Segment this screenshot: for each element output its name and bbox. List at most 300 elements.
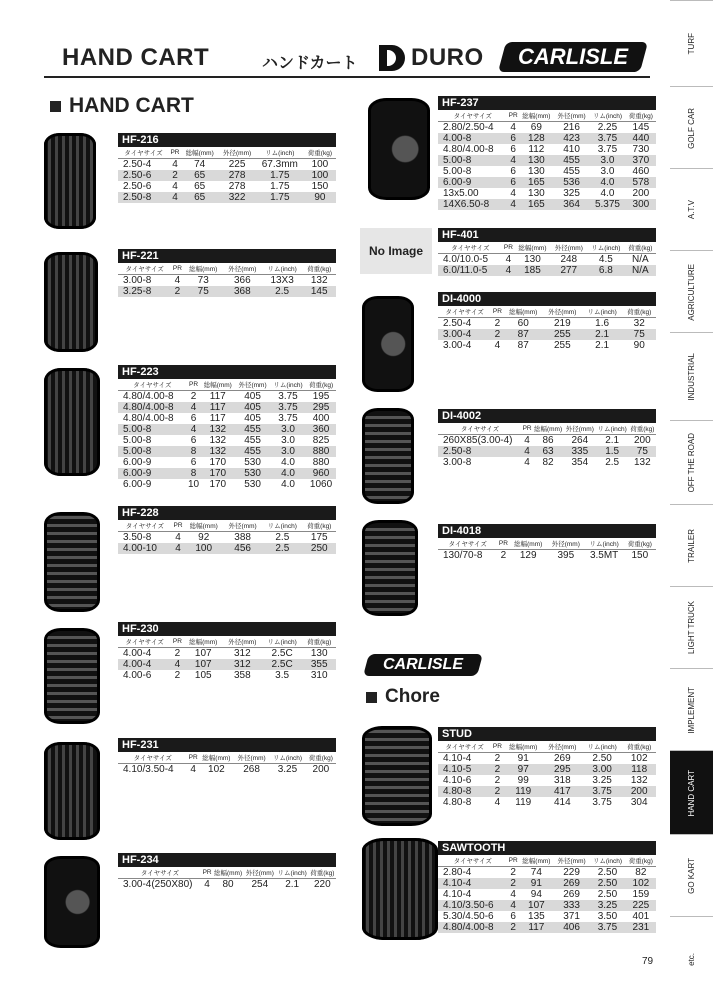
column-header: 荷重(kg) [303, 520, 336, 532]
table-cell: 368 [223, 286, 262, 297]
table-cell: 354 [571, 457, 589, 468]
no-image-placeholder: No Image [360, 228, 432, 274]
table-row [438, 318, 656, 330]
spec-table [438, 538, 656, 561]
table-cell: 117 [200, 402, 235, 413]
category-tab-bar [670, 0, 713, 1000]
table-cell: 170 [209, 479, 227, 490]
table-cell: 5.00-8 [123, 435, 152, 446]
table-row [118, 468, 336, 479]
tire-spec-hf-234 [118, 853, 336, 890]
table-cell: 32 [633, 318, 645, 329]
column-header: 外径(mm) [244, 867, 276, 879]
column-header: 外径(mm) [551, 242, 587, 254]
tire-image-hf-230 [44, 628, 100, 724]
table-cell: N/A [625, 265, 656, 276]
page-subtitle: ハンドカート [262, 55, 358, 72]
table-cell: 3.00 [582, 764, 623, 775]
table-cell: 118 [622, 764, 656, 775]
table-cell: 400 [312, 413, 330, 424]
table-cell: 530 [235, 468, 270, 479]
column-header: リム(inch) [585, 538, 624, 550]
tab-off-the-road[interactable]: OFF THE ROAD [670, 420, 713, 505]
table-cell: 4.10-6 [443, 775, 472, 786]
table-cell: 117 [519, 922, 554, 933]
column-header: 荷重(kg) [626, 110, 656, 122]
table-cell: 65 [181, 192, 218, 203]
table-row [438, 775, 656, 786]
table-cell: 2 [491, 329, 504, 340]
table-cell: 60 [517, 318, 529, 329]
table-cell: 75 [629, 446, 656, 457]
table-cell: 322 [218, 192, 255, 203]
tab-turf[interactable]: TURF [670, 0, 713, 87]
table-cell: 410 [563, 144, 580, 155]
table-cell: 455 [554, 155, 589, 166]
table-cell: 4 [187, 402, 201, 413]
column-header: 総幅(mm) [200, 379, 235, 391]
column-header: 荷重(kg) [306, 752, 336, 764]
table-cell: 388 [234, 532, 251, 543]
tire-spec-hf-230 [118, 622, 336, 681]
table-cell: 100 [311, 159, 329, 170]
table-cell: 960 [306, 468, 336, 479]
tab-light-truck[interactable]: LIGHT TRUCK [670, 586, 713, 669]
column-header: 荷重(kg) [622, 741, 656, 753]
tire-model-name: HF-216 [118, 133, 336, 147]
tire-model-name: HF-237 [438, 96, 656, 110]
table-cell: 3.0 [270, 446, 306, 457]
table-cell: 1060 [309, 479, 333, 490]
table-cell: 130 [519, 155, 554, 166]
table-cell: N/A [632, 254, 649, 265]
table-cell: 395 [557, 550, 575, 561]
spec-table [118, 867, 336, 890]
table-row [438, 265, 656, 276]
table-row [438, 911, 656, 922]
table-cell: 6 [507, 133, 518, 144]
table-cell: 128 [519, 133, 554, 144]
spec-table [438, 741, 656, 808]
table-cell: 100 [184, 543, 223, 554]
table-row [118, 879, 336, 891]
table-cell: 4 [190, 764, 196, 775]
column-header: 荷重(kg) [306, 379, 336, 391]
table-cell: 6.00-9 [123, 457, 152, 468]
table-cell: 254 [251, 879, 269, 890]
table-cell: 3.00-8 [443, 457, 472, 468]
table-cell: 92 [198, 532, 210, 543]
table-cell: 219 [553, 318, 571, 329]
table-cell: 2 [507, 878, 518, 889]
column-header: 総幅(mm) [509, 538, 547, 550]
table-cell: 4 [507, 155, 518, 166]
table-cell: 4.00-8 [438, 133, 507, 144]
table-cell: 3.50-8 [123, 532, 152, 543]
table-row [438, 550, 656, 562]
column-header: 総幅(mm) [184, 520, 223, 532]
table-cell: 2 [169, 170, 181, 181]
spec-table [118, 263, 336, 297]
table-row [118, 391, 336, 403]
spec-table [118, 379, 336, 490]
table-cell: 3.75 [278, 391, 298, 402]
table-cell: 248 [560, 254, 578, 265]
table-cell: 456 [223, 543, 262, 554]
table-cell: 440 [626, 133, 656, 144]
column-header: PR [171, 636, 184, 648]
table-cell: 318 [553, 775, 571, 786]
table-row [118, 424, 336, 435]
column-header: 荷重(kg) [624, 538, 656, 550]
spec-table [438, 423, 656, 468]
table-row [438, 144, 656, 155]
table-cell: 150 [631, 550, 649, 561]
table-cell: 1.75 [256, 192, 304, 203]
table-row [118, 402, 336, 413]
table-cell: 225 [228, 159, 246, 170]
column-header: PR [522, 423, 532, 435]
table-cell: 73 [197, 275, 209, 286]
tab-implement[interactable]: IMPLEMENT [670, 668, 713, 751]
table-cell: 264 [571, 435, 589, 446]
table-cell: 530 [244, 479, 261, 490]
table-cell: 2.5 [275, 532, 290, 543]
spec-table [438, 306, 656, 351]
table-cell: 65 [181, 170, 218, 181]
column-header: 荷重(kg) [629, 423, 656, 435]
tire-spec-hf-223 [118, 365, 336, 490]
table-cell: 4.5 [598, 254, 613, 265]
table-cell: 75 [622, 329, 656, 340]
table-row [438, 155, 656, 166]
table-cell: 4 [524, 457, 530, 468]
tire-spec-hf-228 [118, 506, 336, 554]
table-row [438, 867, 656, 879]
table-cell: 4 [522, 446, 532, 457]
table-cell: 102 [626, 878, 656, 889]
table-cell: 63 [532, 446, 564, 457]
table-cell: 132 [310, 275, 328, 286]
column-header: PR [202, 867, 212, 879]
table-cell: 2.50 [597, 889, 618, 900]
column-header: 荷重(kg) [622, 306, 656, 318]
column-header: PR [187, 379, 201, 391]
table-cell: 4 [503, 265, 515, 276]
table-cell: 3.75 [592, 797, 612, 808]
table-row [438, 199, 656, 210]
table-cell: 4.80/4.00-8 [123, 391, 174, 402]
table-cell: 4 [510, 889, 516, 900]
table-cell: 82 [542, 457, 554, 468]
table-cell: 4.80/4.00-8 [438, 922, 507, 933]
column-header: 荷重(kg) [302, 636, 336, 648]
page-header [44, 40, 650, 78]
tire-image-hf-221 [44, 252, 98, 352]
table-row [118, 479, 336, 490]
column-header: 外径(mm) [554, 110, 589, 122]
column-header: 総幅(mm) [184, 263, 223, 275]
column-header: リム(inch) [589, 110, 626, 122]
tire-model-name: HF-231 [118, 738, 336, 752]
table-cell: 2.1 [285, 879, 300, 890]
tire-model-name: STUD [438, 727, 656, 741]
table-cell: 82 [635, 867, 647, 878]
table-cell: 87 [517, 340, 529, 351]
table-cell: 10 [187, 479, 200, 490]
table-cell: 90 [633, 340, 645, 351]
table-cell: 3.00-8 [123, 275, 152, 286]
table-cell: 3.50 [597, 911, 618, 922]
column-header: リム(inch) [596, 423, 629, 435]
table-cell: 2.5C [262, 659, 303, 670]
tab-hand-cart[interactable]: HAND CART [670, 750, 713, 835]
table-cell: 5.30/4.50-6 [443, 911, 494, 922]
table-cell: 132 [633, 457, 651, 468]
table-cell: 4.10/3.50-6 [438, 900, 507, 911]
tab-golf-car[interactable]: GOLF CAR [670, 86, 713, 169]
table-cell: 102 [208, 764, 225, 775]
column-header: リム(inch) [262, 636, 303, 648]
tire-image-hf-234 [44, 856, 100, 948]
table-cell: 102 [630, 753, 648, 764]
tire-model-name: HF-228 [118, 506, 336, 520]
table-cell: 5.375 [589, 199, 626, 210]
tire-spec-hf-401 [438, 228, 656, 276]
table-cell: 132 [200, 424, 235, 435]
tab-a-t-v[interactable]: A.T.V [670, 168, 713, 251]
tab-trailer[interactable]: TRAILER [670, 504, 713, 587]
tab-agriculture[interactable]: AGRICULTURE [670, 250, 713, 333]
column-header: PR [169, 147, 181, 159]
table-cell: 370 [626, 155, 656, 166]
table-cell: 3.0 [589, 155, 626, 166]
table-cell: 260X85(3.00-4) [443, 435, 513, 446]
column-header: 外径(mm) [218, 147, 255, 159]
column-header: 総幅(mm) [199, 752, 234, 764]
column-header: タイヤサイズ [118, 147, 169, 159]
table-cell: 3.0 [600, 166, 615, 177]
table-cell: 335 [564, 446, 596, 457]
table-cell: 730 [632, 144, 650, 155]
table-cell: 405 [235, 402, 270, 413]
tire-model-name: HF-221 [118, 249, 336, 263]
column-header: タイヤサイズ [438, 306, 491, 318]
table-cell: 295 [306, 402, 336, 413]
table-cell: 269 [554, 878, 589, 889]
column-header: 荷重(kg) [625, 242, 656, 254]
table-cell: 401 [632, 911, 650, 922]
table-cell: 6 [190, 435, 197, 446]
column-header: 総幅(mm) [212, 867, 244, 879]
table-cell: 6.00-9 [118, 468, 187, 479]
table-cell: 2 [494, 753, 501, 764]
table-cell: 4.80/4.00-8 [123, 413, 174, 424]
table-cell: 4.0 [281, 457, 295, 468]
table-cell: 117 [209, 391, 226, 402]
table-cell: 4.0 [600, 188, 615, 199]
column-header: PR [507, 855, 518, 867]
column-header: PR [172, 520, 184, 532]
table-cell: 4.0 [589, 177, 626, 188]
column-header: タイヤサイズ [118, 636, 171, 648]
table-cell: 825 [312, 435, 330, 446]
table-cell: 4.10-4 [438, 878, 507, 889]
column-header: 外径(mm) [547, 538, 585, 550]
table-cell: 2.50-4 [443, 318, 472, 329]
column-header: 外径(mm) [564, 423, 596, 435]
table-cell: 295 [543, 764, 582, 775]
table-cell: 6.00-9 [438, 177, 507, 188]
table-cell: 366 [233, 275, 251, 286]
table-cell: 4 [187, 424, 201, 435]
column-header: 外径(mm) [223, 263, 262, 275]
column-header: 外径(mm) [235, 379, 270, 391]
column-header: タイヤサイズ [118, 752, 187, 764]
table-cell: 4 [507, 900, 518, 911]
table-cell: 6 [190, 413, 197, 424]
table-cell: 3.25 [592, 775, 612, 786]
table-row [118, 275, 336, 287]
table-cell: 3.75 [270, 402, 306, 413]
tire-image-hf-231 [44, 742, 100, 840]
table-cell: 3.5MT [589, 550, 619, 561]
table-cell: 268 [243, 764, 260, 775]
table-cell: 2 [507, 922, 518, 933]
table-cell: 3.5 [275, 670, 290, 681]
tire-image-stud [362, 726, 432, 826]
table-row [438, 922, 656, 933]
table-cell: 6 [510, 144, 516, 155]
table-row [438, 753, 656, 765]
column-header: 荷重(kg) [626, 855, 656, 867]
table-cell: 1.75 [270, 181, 290, 192]
column-header: PR [491, 306, 504, 318]
table-cell: 4 [172, 159, 178, 170]
table-cell: 159 [632, 889, 650, 900]
table-cell: 2.50-4 [123, 159, 152, 170]
tire-spec-stud [438, 727, 656, 808]
table-cell: 6 [510, 911, 516, 922]
table-cell: 145 [302, 286, 336, 297]
tire-spec-hf-221 [118, 249, 336, 297]
table-cell: 4.10/3.50-4 [123, 764, 174, 775]
table-cell: 4.00-4 [118, 659, 171, 670]
table-cell: 229 [563, 867, 580, 878]
table-cell: 2 [494, 775, 501, 786]
table-cell: 4.0/10.0-5 [443, 254, 489, 265]
table-cell: 1.6 [595, 318, 610, 329]
table-cell: 107 [184, 659, 223, 670]
column-header: タイヤサイズ [438, 855, 507, 867]
table-cell: 4 [172, 181, 178, 192]
tab-industrial[interactable]: INDUSTRIAL [670, 332, 713, 421]
table-row [438, 122, 656, 134]
table-cell: 4.00-6 [123, 670, 152, 681]
table-cell: 269 [563, 889, 580, 900]
tire-model-name: HF-401 [438, 228, 656, 242]
table-cell: 325 [563, 188, 580, 199]
table-cell: 4.10-5 [438, 764, 491, 775]
table-row [118, 532, 336, 544]
table-cell: 3.75 [589, 133, 626, 144]
table-cell: 130 [528, 188, 545, 199]
table-cell: 170 [209, 457, 227, 468]
table-cell: 2.50-6 [123, 181, 152, 192]
table-cell: 4.0 [281, 479, 295, 490]
table-cell: 175 [310, 532, 328, 543]
tab-etc[interactable]: etc. [670, 916, 713, 1001]
tire-image-di-4000 [362, 296, 414, 392]
table-cell: 4 [507, 199, 518, 210]
table-cell: 130/70-8 [443, 550, 483, 561]
table-cell: 145 [632, 122, 650, 133]
table-row [438, 878, 656, 889]
table-cell: 5.00-8 [118, 446, 187, 457]
page-title: HAND CART [62, 44, 210, 71]
table-cell: 278 [218, 170, 255, 181]
table-row [118, 457, 336, 468]
table-row [438, 446, 656, 457]
table-cell: 91 [517, 753, 529, 764]
table-cell: 74 [194, 159, 206, 170]
table-cell: 300 [626, 199, 656, 210]
table-cell: 530 [244, 457, 261, 468]
table-cell: 5.00-8 [118, 424, 187, 435]
tire-image-di-4002 [362, 408, 414, 504]
table-cell: 455 [235, 446, 270, 457]
table-row [118, 435, 336, 446]
table-cell: 358 [233, 670, 251, 681]
column-header: 総幅(mm) [519, 110, 554, 122]
table-cell: 3.00-4(250X80) [123, 879, 193, 890]
column-header: 総幅(mm) [181, 147, 218, 159]
table-cell: 4.0 [270, 468, 306, 479]
column-header: リム(inch) [587, 242, 625, 254]
table-cell: 165 [519, 199, 554, 210]
table-row [118, 659, 336, 670]
tire-image-sawtooth [362, 838, 438, 940]
table-cell: 3.0 [270, 424, 306, 435]
tire-spec-hf-231 [118, 738, 336, 775]
column-header: 総幅(mm) [514, 242, 550, 254]
tab-go-kart[interactable]: GO KART [670, 834, 713, 917]
table-cell: 132 [209, 435, 227, 446]
table-cell: 1.5 [596, 446, 629, 457]
column-header: 総幅(mm) [184, 636, 223, 648]
table-cell: 6 [190, 457, 197, 468]
table-cell: 2 [190, 391, 197, 402]
table-row [438, 166, 656, 177]
table-cell: 4 [494, 340, 501, 351]
table-cell: 2 [491, 764, 504, 775]
table-row [438, 340, 656, 351]
table-cell: 130 [310, 648, 328, 659]
table-cell: 6 [510, 166, 516, 177]
table-cell: 360 [306, 424, 336, 435]
column-header: タイヤサイズ [118, 379, 187, 391]
table-cell: 2 [174, 670, 181, 681]
table-cell: 165 [519, 177, 554, 188]
column-header: 外径(mm) [543, 741, 582, 753]
table-cell: 13X3 [270, 275, 294, 286]
table-cell: 578 [626, 177, 656, 188]
tire-model-name: DI-4018 [438, 524, 656, 538]
table-row [118, 286, 336, 297]
table-cell: 2 [171, 286, 184, 297]
table-cell: 455 [235, 424, 270, 435]
column-header: タイヤサイズ [118, 520, 172, 532]
